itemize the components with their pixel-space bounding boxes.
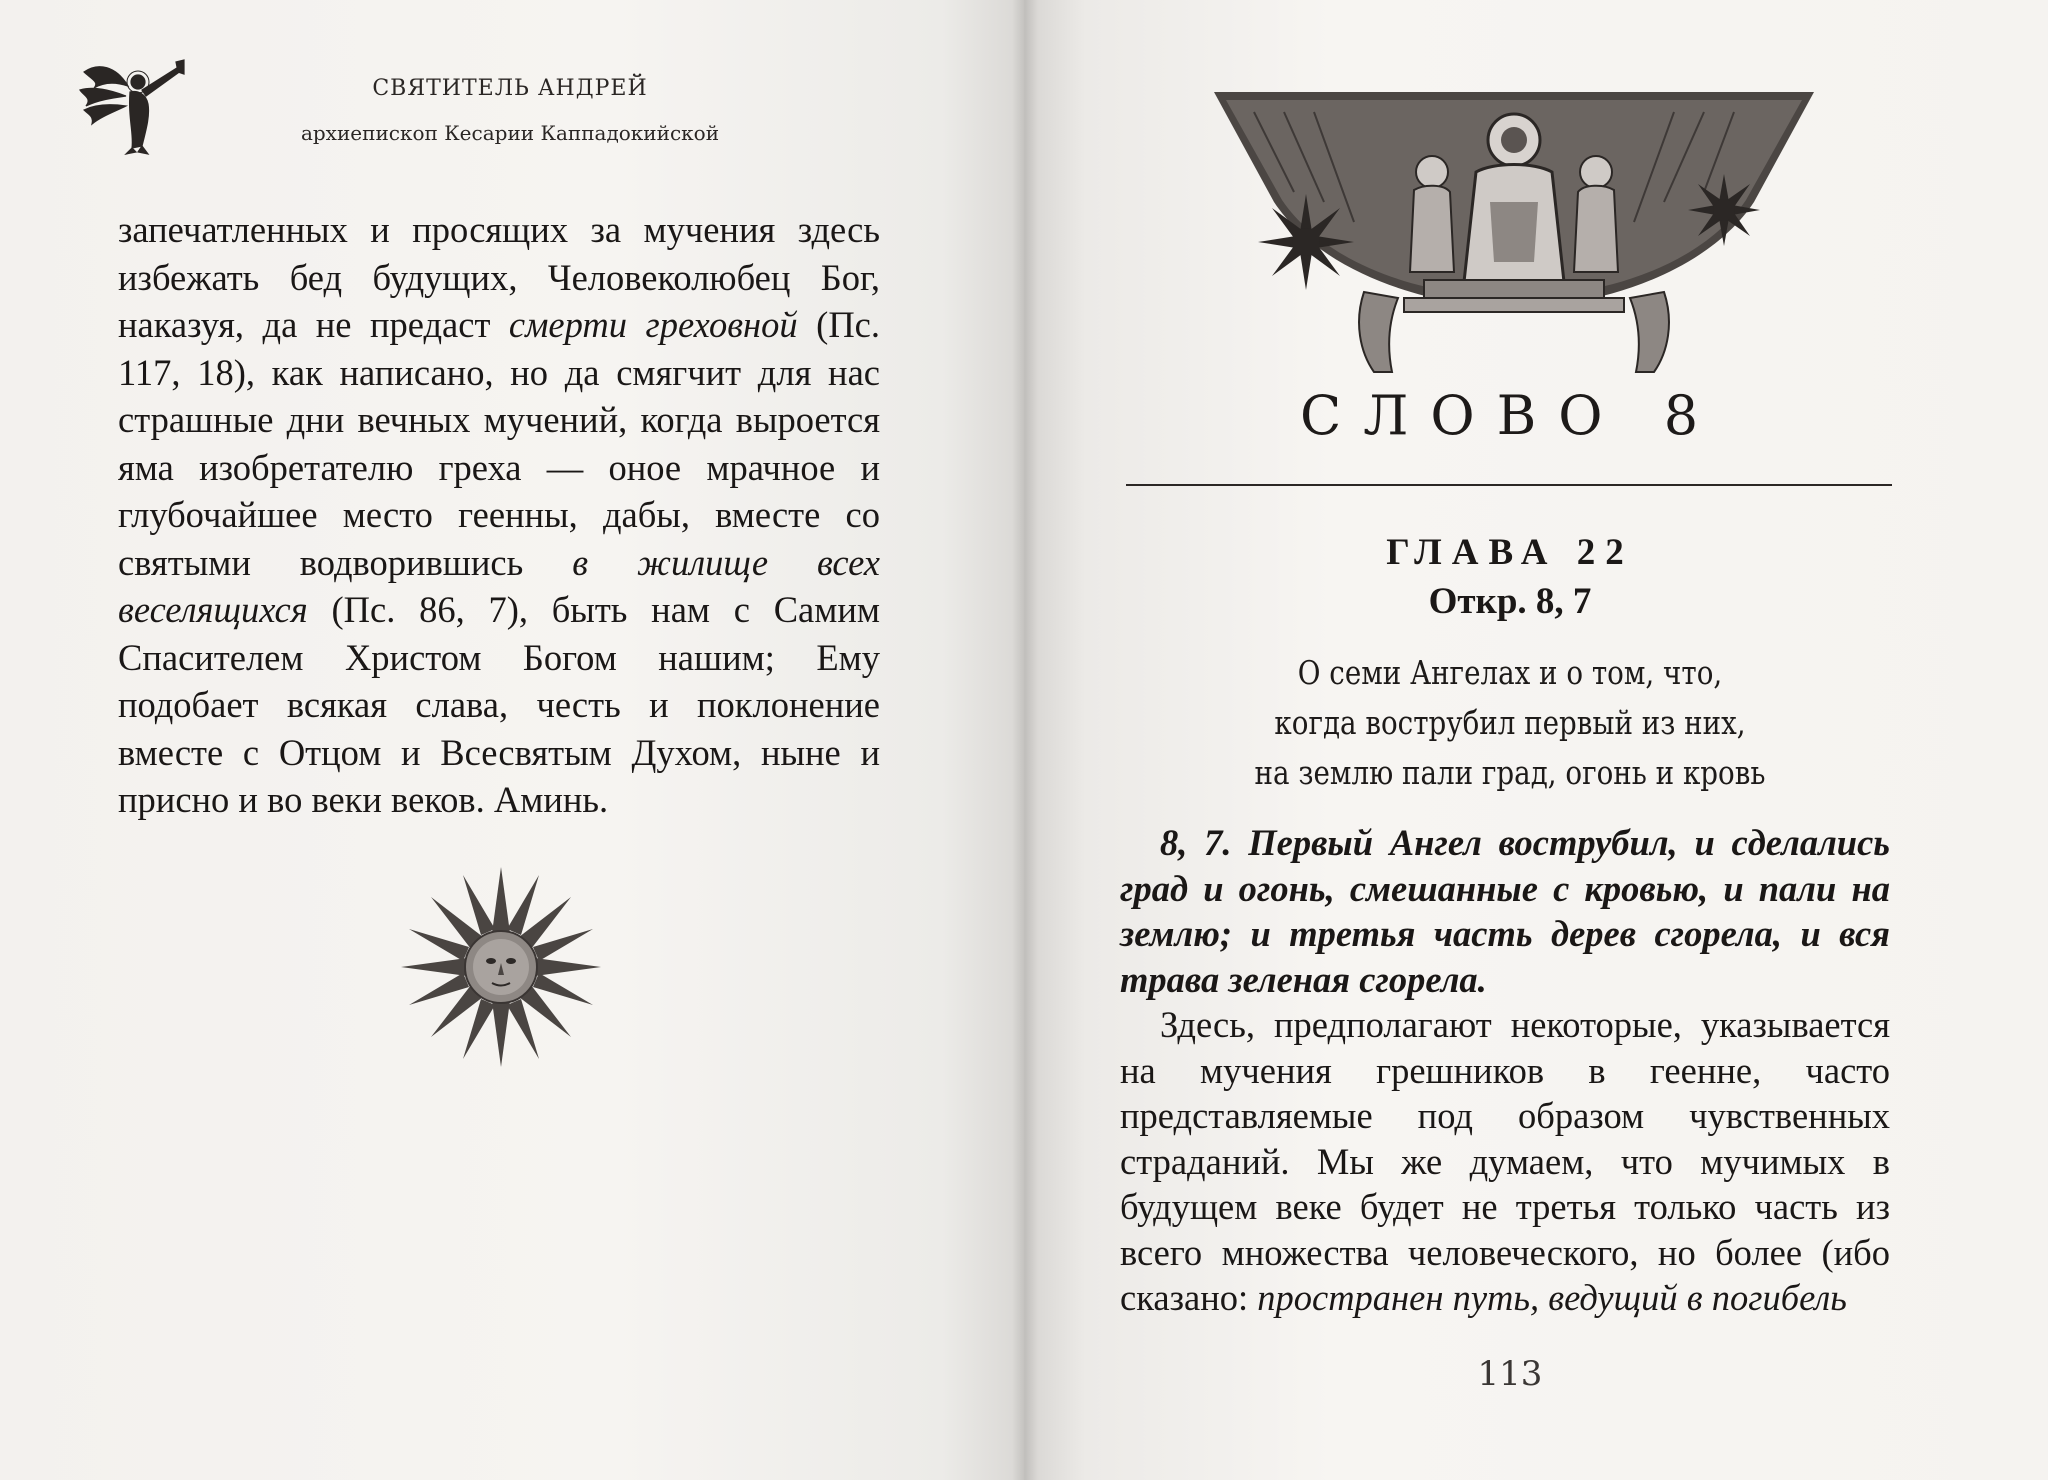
sun-face-icon (396, 862, 606, 1072)
chapter-label: ГЛАВА 22 (1386, 532, 1634, 573)
left-text-italic-2: в жилище всех веселящихся (118, 541, 880, 630)
left-text-run-3: (Пс. 86, 7), быть нам с Самим Спасителем Христом Богом нашим; Ему подобает всякая слава, честь и поклонение вместе с Отцом и Всесвятым Духом, ныне и присно и во веки веков. Аминь. (118, 589, 880, 820)
chapter-heading (1130, 528, 1890, 626)
left-text-run-2: (Пс. 117, 18), как написано, но да смягчит для нас страшные дни вечных мучений, когда выроется яма изобретателю греха — оное мрачное и глубочайшее место геенны, дабы, вместе со святыми водворившись (118, 304, 880, 583)
christ-in-glory-icon (1214, 92, 1814, 392)
commentary-quote: пространен путь, ведущий в погибель (1257, 1277, 1847, 1318)
scripture-reference: Откр. 8, 7 (1428, 581, 1592, 622)
verse-text: 8, 7. Первый Ангел вострубил, и сделались град и огонь, смешанные с кровью, и пали на землю; и третья часть дерев сгорела, и вся трава зеленая сгорела. (1120, 822, 1890, 1000)
subtitle-line-1: О семи Ангелах и о том, что, (1297, 653, 1723, 692)
running-head-author: СВЯТИТЕЛЬ АНДРЕЙ (372, 76, 648, 101)
subtitle-line-2: когда вострубил первый из них, (1274, 703, 1746, 742)
commentary-paragraph (1120, 1002, 1890, 1321)
left-text-run-1: запечатленных и просящих за мучения здесь избежать бед будущих, Человеколюбец Бог, наказуя, да не предаст (118, 209, 880, 345)
commentary-text: Здесь, предполагают некоторые, указывается на мучения грешников в геенне, часто представляемые под образом чувственных страданий. Мы же думаем, что мучимых в будущем веке будет не третья только часть из всего множества человеческого, но более (ибо сказано: (1120, 1004, 1890, 1318)
chapter-title: СЛОВО 8 (1299, 384, 1721, 447)
running-head-title: архиепископ Кесарии Каппадокийской (300, 121, 720, 145)
book-gutter (1012, 0, 1038, 1480)
angel-trumpet-icon (76, 52, 186, 156)
running-head (290, 74, 730, 150)
chapter-subtitle (1208, 648, 1813, 798)
left-text-italic-1: смерти греховной (508, 304, 798, 345)
page-number: 113 (1477, 1354, 1543, 1394)
chapter-rule (1126, 484, 1892, 486)
right-body-text (1120, 820, 1890, 1321)
subtitle-line-3: на землю пали град, огонь и кровь (1254, 753, 1766, 792)
left-body-text (118, 206, 880, 824)
